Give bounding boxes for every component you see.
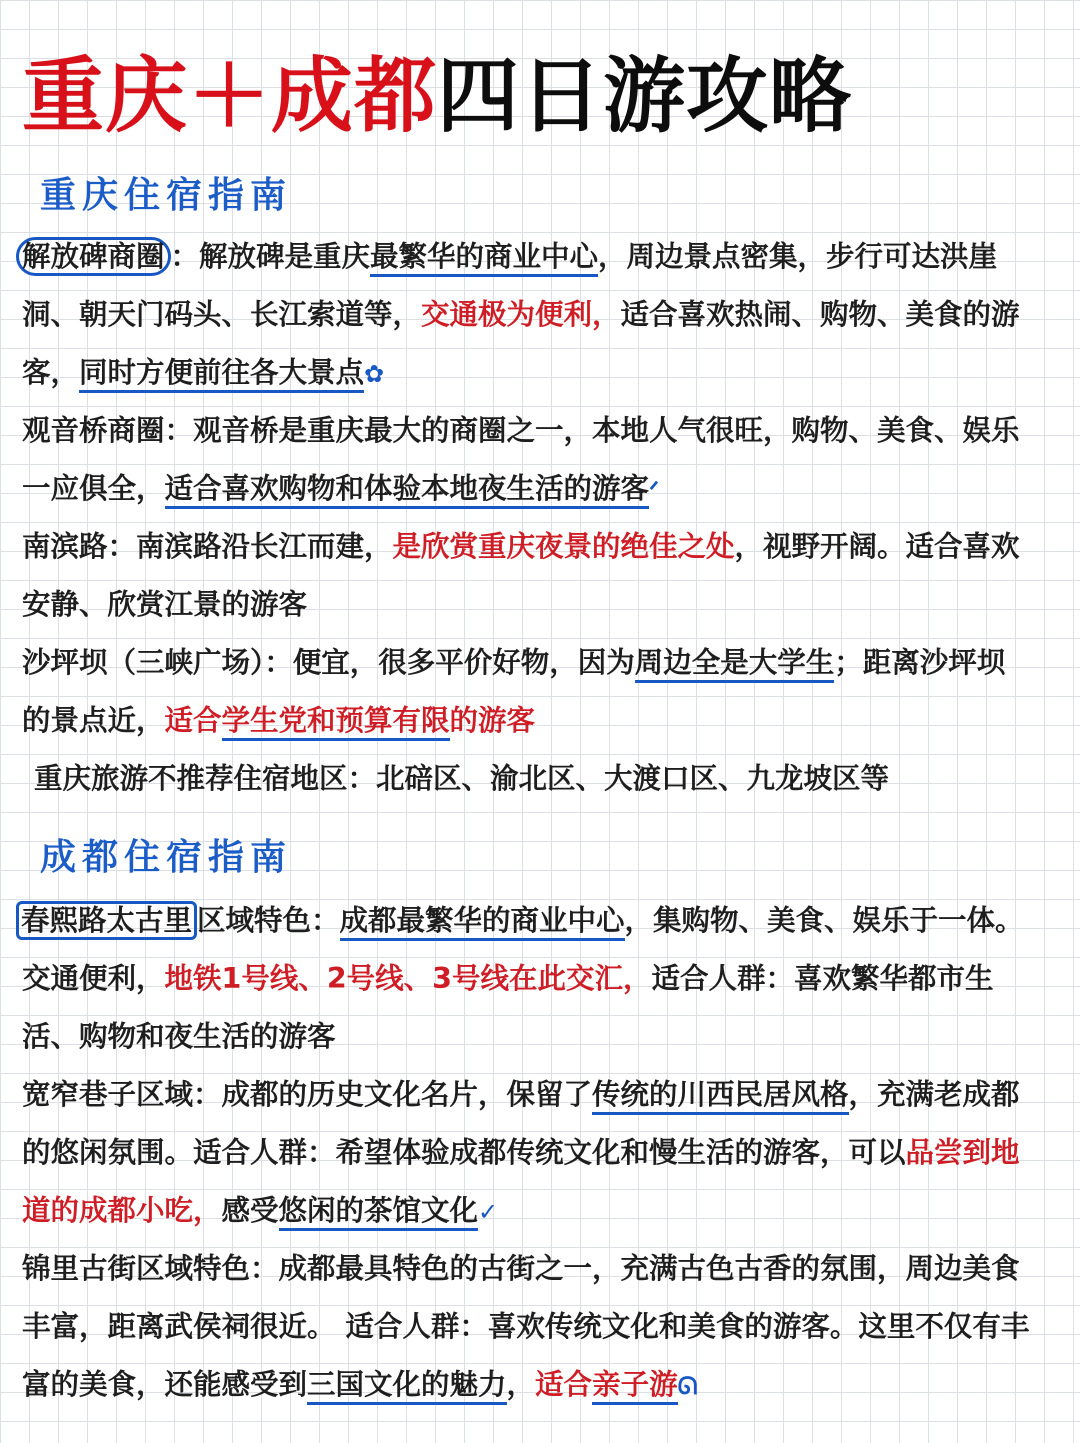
paragraph-chunxilu: 春熙路太古里 区域特色：成都最繁华的商业中心，集购物、美食、娱乐于一体。交通便利，地铁1号线、2号线、3号线在此交汇，适合人群：喜欢繁华都市生活、购物和夜生活的游客: [22, 892, 1032, 1066]
highlight-text: 传统的川西民居风格: [592, 1078, 849, 1115]
highlight-text: 适合喜欢购物和体验本地夜生活的游客: [165, 472, 650, 509]
red-emphasis: 地铁1号线、2号线、3号线在此交汇，: [164, 962, 652, 995]
paragraph-kuanzhaixiangzi: 宽窄巷子区域：成都的历史文化名片，保留了传统的川西民居风格，充满老成都的悠闲氛围。适合人群：希望体验成都传统文化和慢生活的游客，可以品尝到地道的成都小吃，感受悠闲的茶馆文化✓: [22, 1066, 1032, 1241]
jiefangbei-name: 解放碑商圈: [16, 237, 171, 276]
red-emphasis: 交通极为便利，: [421, 298, 621, 331]
paragraph-nanbinlu: 南滨路：南滨路沿长江而建，是欣赏重庆夜景的绝佳之处，视野开阔。适合喜欢安静、欣赏江景的游客: [22, 530, 1020, 621]
chongqing-section-heading: 重庆住宿指南: [40, 175, 293, 216]
flower-doodle-icon: ✿: [364, 360, 385, 388]
chengdu-section-heading: 成都住宿指南: [40, 837, 293, 878]
swoosh-doodle-icon: ᐟ: [649, 476, 660, 504]
highlight-text: 成都最繁华的商业中心: [340, 904, 625, 941]
red-highlight-text: 亲子游: [592, 1368, 678, 1405]
check-doodle-icon: ✓: [478, 1198, 499, 1226]
highlight-text: 同时方便前往各大景点: [79, 356, 364, 393]
paragraph-shapingba: 沙坪坝（三峡广场）：便宜，很多平价好物，因为周边全是大学生；距离沙坪坝的景点近，适合学生党和预算有限的游客: [22, 634, 1032, 750]
highlight-text: 悠闲的茶馆文化: [279, 1194, 479, 1231]
page-title: [22, 42, 1072, 152]
curl-doodle-icon: ᘏ: [677, 1372, 698, 1400]
paragraph-not-recommended: 重庆旅游不推荐住宿地区：北碚区、渝北区、大渡口区、九龙坡区等: [34, 762, 890, 795]
chunxilu-name: 春熙路太古里: [16, 901, 197, 940]
red-emphasis: 品尝到地道的成都小吃，: [22, 1136, 1020, 1227]
highlight-text: 周边全是大学生: [635, 646, 835, 683]
title-part-red: 重庆＋成都: [22, 49, 438, 144]
paragraph-jinli: 锦里古街区域特色：成都最具特色的古街之一，充满古色古香的氛围，周边美食丰富，距离武侯祠很近。 适合人群：喜欢传统文化和美食的游客。这里不仅有丰富的美食，还能感受到三国文化的魅力，适合亲子游ᘏ: [22, 1240, 1032, 1415]
red-emphasis: 是欣赏重庆夜景的绝佳之处: [392, 530, 735, 563]
highlight-text: 最繁华的商业中心: [370, 240, 598, 277]
title-part-black: 四日游攻略: [437, 49, 853, 144]
highlight-text: 三国文化的魅力: [307, 1368, 507, 1405]
paragraph-jiefangbei: 解放碑商圈 ：解放碑是重庆最繁华的商业中心，周边景点密集，步行可达洪崖洞、朝天门码头、长江索道等，交通极为便利，适合喜欢热闹、购物、美食的游客，同时方便前往各大景点✿: [22, 228, 1032, 403]
paragraph-guanyinqiao: 观音桥商圈：观音桥是重庆最大的商圈之一，本地人气很旺，购物、美食、娱乐一应俱全，适合喜欢购物和体验本地夜生活的游客ᐟ: [22, 402, 1032, 519]
red-highlight-text: 学生党和预算有限: [222, 704, 450, 741]
